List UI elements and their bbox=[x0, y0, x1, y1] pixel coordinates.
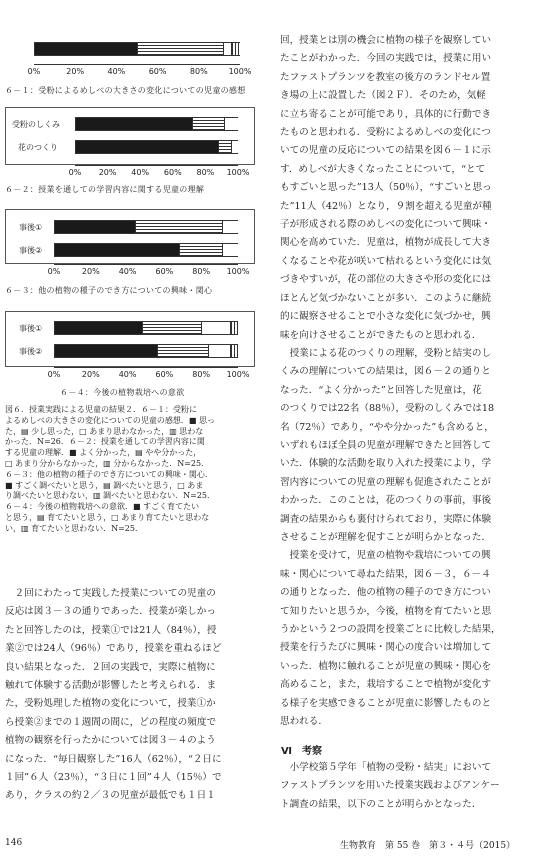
text-line: 良い結果となった．２回の実践で，実際に植物に bbox=[5, 661, 216, 673]
bar-segment-思わなかった bbox=[231, 43, 240, 55]
caption-line: ６－３：他の植物の種子のでき方についての興味・関心． bbox=[5, 469, 213, 479]
bar-segment-よく分かった bbox=[76, 141, 218, 153]
bar-track bbox=[54, 344, 238, 358]
bar-segment-育てたいと思う bbox=[157, 345, 209, 357]
text-line: 小学校第５学年「植物の受粉・結実」において bbox=[280, 762, 492, 773]
text-line: いった．植物に触れることが児童の興味・関心を bbox=[280, 660, 492, 672]
bar-track bbox=[34, 42, 240, 56]
x-tick-label: 60% bbox=[155, 267, 174, 276]
x-axis bbox=[54, 367, 238, 368]
caption-line: □ あまり分からなかった，▥ 分からなかった．N=25． bbox=[5, 458, 210, 468]
text-line: 反応は図３－３の通りであった．授業が楽しかっ bbox=[5, 606, 216, 618]
text-line: ら授業②までの１週間の間に，どの程度の頻度で bbox=[5, 716, 217, 728]
section-body bbox=[280, 759, 530, 814]
chart-frame bbox=[5, 107, 255, 165]
text-line: 授業を受けて，児童の植物や栽培についての興 bbox=[280, 550, 491, 562]
x-tick-label: 100% bbox=[226, 168, 250, 177]
text-line: 授業による花のつくりの理解，受粉と結実のし bbox=[280, 347, 492, 359]
text-line: 調査の結果からも裏付けられており，実際に体験 bbox=[280, 513, 492, 525]
x-tick-label: 80% bbox=[196, 168, 215, 177]
x-tick-label: 100% bbox=[226, 370, 250, 379]
x-tick-label: 20% bbox=[81, 370, 100, 379]
bar-segment-育てたいと思わない bbox=[230, 322, 238, 334]
bar-segment-すごく育てたいと思う bbox=[55, 345, 157, 357]
text-line: に立ち寄ることが可能であり，具体的に行動でき bbox=[280, 108, 492, 120]
text-line: る様子を実感できることが児童に影響したものと bbox=[280, 697, 492, 709]
bar-track bbox=[54, 321, 238, 335]
bar-segment-思った bbox=[35, 43, 137, 55]
chart-frame bbox=[5, 311, 255, 367]
x-tick-label: 20% bbox=[98, 168, 117, 177]
bar-segment-あまり育てたいと思わない bbox=[201, 322, 231, 334]
text-line: あり，クラスの約２／３の児童が最低でも１日１ bbox=[5, 790, 216, 802]
bar-segment-育てたいと思う bbox=[142, 322, 201, 334]
bar-segment-あまり分からなかった bbox=[224, 118, 238, 130]
text-line: 業②では24人（96％）であり，授業を重ねるほど bbox=[5, 643, 222, 655]
x-tick-label: 20% bbox=[66, 67, 85, 76]
page-number: 146 bbox=[5, 838, 23, 848]
x-tick-label: 60% bbox=[155, 370, 174, 379]
bar-track bbox=[75, 140, 238, 154]
x-tick-label: 60% bbox=[163, 168, 182, 177]
text-line: 回，授業とは別の機会に植物の様子を観察してい bbox=[280, 35, 492, 46]
section-heading: Ⅵ 考察 bbox=[281, 746, 322, 757]
x-tick-label: 40% bbox=[107, 67, 126, 76]
x-axis bbox=[34, 64, 240, 65]
text-line: くなることや花が咲いて枯れるという変化には気 bbox=[280, 255, 492, 267]
bar-track bbox=[54, 243, 238, 257]
text-line: 味を向けさせることができたものと思われる． bbox=[280, 329, 482, 341]
caption-line: と思う，▤ 育てたいと思う，□ あまり育てたいと思わな bbox=[5, 512, 210, 522]
x-tick-label: 0% bbox=[47, 370, 61, 379]
text-line: 授業を行うたびに興味・関心の度合いは増加して bbox=[280, 642, 492, 654]
bar-segment-よく分かった bbox=[76, 118, 192, 130]
text-line: くみの理解についての結果は，図６－２の通りと bbox=[280, 366, 491, 378]
text-line: 子が形成される際のめしべの変化について興味・ bbox=[280, 219, 491, 231]
bar-segment-すごく調べたいと思う bbox=[55, 244, 179, 256]
x-tick-label: 100% bbox=[226, 267, 250, 276]
x-tick-label: 80% bbox=[192, 370, 211, 379]
bar-segment-少し思った bbox=[137, 43, 224, 55]
text-line: になった．“毎日観察した”16人（62％），“２日に bbox=[5, 753, 222, 765]
text-line: 高めること，また，栽培することで植物が変化す bbox=[280, 679, 492, 691]
text-line: 思われる． bbox=[280, 716, 328, 728]
row-label: 事後② bbox=[19, 246, 43, 255]
bar-segment-あまり育てたいと思わない bbox=[208, 345, 231, 357]
text-line: の通りとなった．他の植物の種子のでき方につい bbox=[280, 587, 491, 599]
bar-segment-育てたいと思わない bbox=[230, 345, 238, 357]
text-line: いた．体験的な活動を取り入れた授業により，学 bbox=[280, 458, 492, 470]
caption-line: する児童の理解．■ よく分かった，▤ やや分かった， bbox=[5, 448, 202, 458]
x-tick-label: 40% bbox=[131, 168, 150, 177]
chart-caption: ６－４：今後の植物栽培への意欲 bbox=[60, 388, 185, 397]
text-line: いずれもほぼ全員の児童が理解できたと回答して bbox=[280, 439, 492, 451]
figure-caption bbox=[5, 405, 255, 535]
text-line: た”11人（42％）となり，９割を超える児童が種 bbox=[280, 200, 492, 212]
text-line: たものと思われる．受粉によるめしべの変化につ bbox=[280, 127, 491, 139]
bar-segment-やや分かった bbox=[218, 141, 232, 153]
x-tick-label: 20% bbox=[81, 267, 100, 276]
x-tick-label: 80% bbox=[192, 267, 211, 276]
chart-caption: ６－１：受粉によるめしべの大きさの変化についての児童の感想 bbox=[5, 86, 246, 95]
bar-track bbox=[54, 220, 238, 234]
bar-segment-あまり調べたいと思わない bbox=[222, 221, 238, 233]
text-line: す．めしべが大きくなったことについて，“とて bbox=[280, 163, 486, 175]
x-tick-label: 100% bbox=[228, 67, 252, 76]
text-line: き場の上に設置した（図２Ｆ）．そのため，気軽 bbox=[280, 90, 486, 102]
text-line: 的に観察させることで小さな変化に気づかせ，興 bbox=[280, 311, 491, 323]
bar-segment-やや分かった bbox=[192, 118, 225, 130]
bar-segment-あまり調べたいと思わない bbox=[222, 244, 238, 256]
x-axis bbox=[54, 264, 238, 265]
x-tick-label: 0% bbox=[27, 67, 41, 76]
text-line: １回”６人（23％），“３日に１回”４人（15％）で bbox=[5, 772, 222, 784]
x-tick-label: 80% bbox=[189, 67, 208, 76]
bar-segment-すごく育てたいと思う bbox=[55, 322, 142, 334]
text-line: たと回答したのは，授業①では21人（84％），授 bbox=[5, 624, 217, 636]
x-axis bbox=[75, 165, 238, 166]
text-line: ファストプランツを用いた授業実践およびアンケー bbox=[280, 780, 500, 792]
x-tick-label: 60% bbox=[148, 67, 167, 76]
caption-line: い，▥ 育てたいと思わない．N=25． bbox=[5, 523, 143, 533]
chart-caption: ６－２：授業を通しての学習内容に関する児童の理解 bbox=[5, 185, 205, 194]
right-body bbox=[280, 32, 530, 731]
x-tick-label: 40% bbox=[118, 370, 137, 379]
text-line: 関心を高めていた．児童は，植物が成長して大き bbox=[280, 237, 492, 249]
text-line: た，受粉処理した植物の変化について，授業①か bbox=[5, 698, 216, 710]
bar-segment-調べたいと思う bbox=[179, 244, 224, 256]
left-body bbox=[5, 585, 255, 806]
x-tick-label: 0% bbox=[47, 267, 61, 276]
caption-line: り調べたいと思わない，▥ 調べたいと思わない．N=25． bbox=[5, 491, 215, 501]
text-line: なった．“よく分かった”と回答した児童は，花 bbox=[280, 384, 482, 396]
text-line: 触れて体験する活動が影響したと考えられる．ま bbox=[5, 680, 217, 692]
text-line: うかという２つの設問を授業ごとに比較した結果， bbox=[280, 624, 501, 635]
bar-segment-すごく調べたいと思う bbox=[55, 221, 135, 233]
text-line: させることが理解を促すことが明らかとなった． bbox=[280, 531, 492, 543]
row-label: 受粉のしくみ bbox=[12, 120, 60, 129]
caption-line: た，▤ 少し思った，□ あまり思わなかった，▥ 思わな bbox=[5, 426, 204, 436]
row-label: 事後② bbox=[19, 347, 43, 356]
caption-line: ■ すごく調べたいと思う，▤ 調べたいと思う，□ あま bbox=[5, 480, 204, 490]
row-label: 事後① bbox=[19, 223, 43, 232]
caption-line: 図６．授業実践による児童の結果２．６－１：受粉に bbox=[5, 405, 197, 414]
text-line: ほとんど気づかないことが多い．このように継続 bbox=[280, 292, 492, 304]
text-line: 名（72％）であり，“やや分かった”も含めると， bbox=[280, 421, 494, 433]
text-line: 味・関心について尋ねた結果，図６－３，６－４ bbox=[280, 568, 491, 580]
text-line: わかった．このことは，花のつくりの事前，事後 bbox=[280, 495, 492, 507]
text-line: のつくりでは22名（88％），受粉のしくみでは18 bbox=[280, 403, 495, 415]
bar-track bbox=[75, 117, 238, 131]
caption-line: かった．N=26．６－２：授業を通しての学習内容に関 bbox=[5, 437, 205, 447]
text-line: 習内容についての児童の理解も促進されたことが bbox=[280, 476, 491, 488]
caption-line: ６－４：今後の植物栽培への意欲．■ すごく育てたい bbox=[5, 502, 200, 512]
text-line: たことがわかった．今回の実践では，授業に用い bbox=[280, 53, 492, 65]
x-tick-label: 0% bbox=[68, 168, 82, 177]
bar-segment-調べたいと思う bbox=[135, 221, 223, 233]
text-line: もすごいと思った”13人（50％），“すごいと思っ bbox=[280, 182, 492, 194]
caption-line: よるめしべの大きさの変化についての児童の感想．■ 思っ bbox=[5, 415, 215, 425]
text-line: て知りたいと思うか，今後，植物を育てたいと思 bbox=[280, 605, 492, 617]
text-line: ２回にわたって実践した授業についての児童の bbox=[5, 588, 216, 599]
bar-segment-あまり分からなかった bbox=[231, 141, 238, 153]
text-line: づきやすいが，花の部位の大きさや形の変化には bbox=[280, 274, 492, 286]
row-label: 事後① bbox=[19, 324, 43, 333]
row-label: 花のつくり bbox=[18, 143, 58, 152]
text-line: いての児童の反応についての結果を図６－１に示 bbox=[280, 145, 491, 157]
chart-caption: ６－３：他の植物の種子のでき方についての興味・関心 bbox=[5, 286, 213, 295]
text-line: たファストプランツを教室の後方のランドセル置 bbox=[280, 71, 491, 83]
text-line: ト調査の結果，以下のことが明らかとなった． bbox=[280, 798, 482, 810]
x-tick-label: 40% bbox=[118, 267, 137, 276]
journal-info: 生物教育 第 55 巻 第３・４号（2015） bbox=[340, 841, 516, 851]
text-line: 植物の観察を行ったかについては図３－４のよう bbox=[5, 735, 216, 747]
